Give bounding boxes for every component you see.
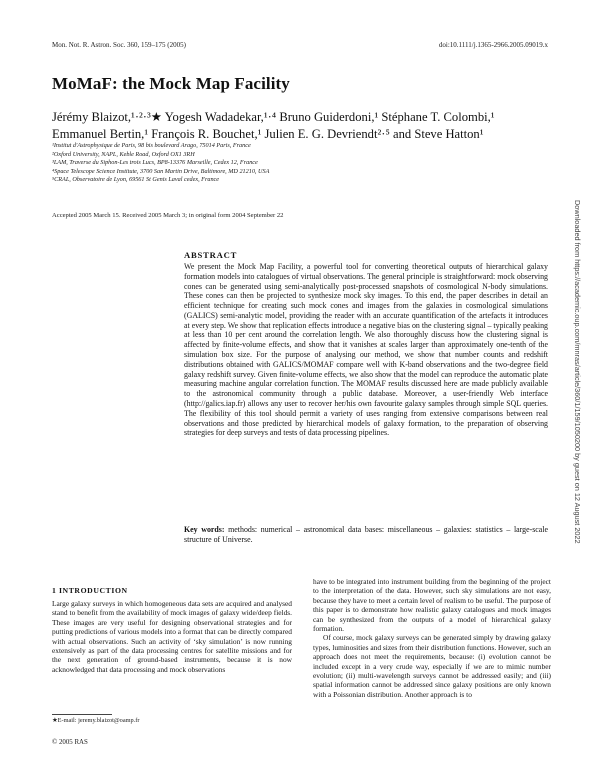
affiliation-3: ³LAM, Traverse du Siphon-Les trois Lucs, BP8-13376 Marseille, Cedex 12, France: [52, 159, 258, 167]
affiliation-2: ²Oxford University, NAPL, Keble Road, Oxford OX1 3RH: [52, 150, 195, 158]
author-list: Jérémy Blaizot,¹·²·³★ Yogesh Wadadekar,¹·⁴ Bruno Guiderdoni,¹ Stéphane T. Colombi,¹ Emmanuel Bertin,¹ François R. Bouchet,¹ Julien E. G. Devriendt²·⁵ and Steve Hatton¹: [52, 110, 495, 141]
doi: doi:10.1111/j.1365-2966.2005.09019.x: [438, 41, 548, 49]
email-footnote: ★E-mail: jeremy.blaizot@oamp.fr: [52, 717, 140, 724]
body-column-right: [313, 577, 551, 699]
keywords: [184, 525, 548, 545]
keywords-text: methods: numerical – astronomical data bases: miscellaneous – galaxies: statistics – large-scale structure of Universe.: [184, 525, 548, 544]
abstract-heading: ABSTRACT: [184, 250, 238, 260]
download-watermark: Downloaded from https://academic.oup.com/mnras/article/360/1/159/1050200 by guest on 12 August 2022: [573, 200, 582, 544]
intro-paragraph-1-continued: have to be integrated into instrument building from the beginning of the project to the interpretation of the data. However, such sky simulations are not easy, because they have to meet a certain level of realism to be useful. The purpose of this paper is to demonstrate how realistic galaxy catalogues and mock images can be synthesized from the outputs of a model of hierarchical galaxy formation.: [313, 577, 551, 634]
paper-title: MoMaF: the Mock Map Facility: [52, 74, 290, 93]
journal-citation: Mon. Not. R. Astron. Soc. 360, 159–175 (2005): [52, 41, 186, 49]
section-heading-introduction: 1 INTRODUCTION: [52, 586, 128, 595]
intro-paragraph-1: Large galaxy surveys in which homogeneous data sets are acquired and analysed stand to benefit from the availability of mock images of galaxy wide/deep fields. These images are very useful for designing observational strategies and for putting predictions of various models into a format that can be directly compared with actual observations. Such an activity of ‘sky simulation’ is now running extensively as part of the data processing centres for satellite missions and for the next generation of ground-based instruments, because it is now acknowledged that data processing and mock observations: [52, 599, 292, 674]
abstract-text: We present the Mock Map Facility, a powerful tool for converting theoretical outputs of hierarchical galaxy formation models into catalogues of virtual observations. The general principle is straightforward: mock observing cones can be generated using semi-analytically post-processed snapshots of cosmological N-body simulations. These cones can then be projected to synthesize mock sky images. To this end, the paper describes in detail an efficient technique for creating such mock cones and images from the galaxies in cosmological simulations (GALICS) semi-analytic model, providing the reader with an accurate quantification of the artefacts it introduces at every step. We show that replication effects introduce a negative bias on the clustering signal – typically peaking at less than 10 per cent around the correlation length. We also thoroughly discuss how the clustering signal is affected by finite-volume effects, and show that it vanishes at scales larger than approximately one-tenth of the simulation box size. For the purpose of analysing our method, we show that number counts and redshift distributions obtained with GALICS/MOMAF compare well with K-band observations and the two-degree field galaxy redshift survey. Given finite-volume effects, we also show that the model can reproduce the automatic plate measuring machine angular correlation function. The MOMAF results discussed here are made publicly available to the astronomical community through a public database. Moreover, a user-friendly Web interface (http://galics.iap.fr) allows any user to recover her/his own favourite galaxy samples through simple SQL queries. The flexibility of this tool should permit a variety of uses ranging from extensive comparisons between real observations and those predicted by hierarchical models of galaxy formation, to the preparation of observing strategies for deep surveys and tests of data processing pipelines.: [184, 262, 548, 438]
affiliation-1: ¹Institut d'Astrophysique de Paris, 98 bis boulevard Arago, 75014 Paris, France: [52, 142, 251, 149]
keywords-label: Key words:: [184, 525, 225, 534]
footnote-rule: [52, 714, 112, 715]
affiliation-5: ⁵CRAL, Observatoire de Lyon, 69561 St Genis Laval cedex, France: [52, 176, 220, 184]
body-column-left: [52, 599, 292, 674]
copyright: © 2005 RAS: [52, 739, 88, 746]
intro-paragraph-2: Of course, mock galaxy surveys can be generated simply by drawing galaxy types, luminosities and sizes from their distribution functions. However, such an approach does not meet the requirements, because: (i) evolution cannot be included except in a very crude way, especially if we are to mimic number evolution; (ii) multi-wavelength surveys cannot be addressed easily; and (iii) spatial information cannot be addressed since galaxy positions are only known with a Poissonian distribution. Another approach is to: [313, 633, 551, 699]
accepted-date-line: Accepted 2005 March 15. Received 2005 March 3; in original form 2004 September 22: [52, 212, 284, 219]
affiliations: [52, 142, 532, 185]
affiliation-4: ⁴Space Telescope Science Institute, 3700 San Martin Drive, Baltimore, MD 21210, USA: [52, 167, 270, 175]
